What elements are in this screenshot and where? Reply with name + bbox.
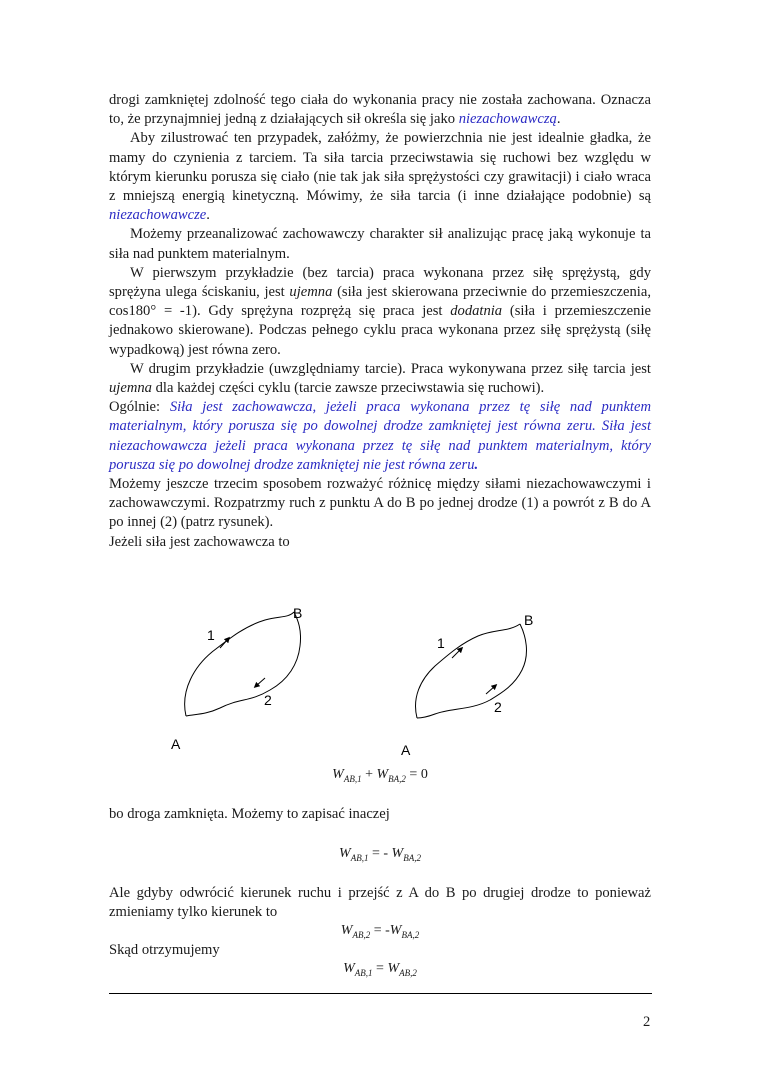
definition-text: Siła jest zachowawcza, jeżeli praca wykonana przez tę siłę nad punktem materialnym, który porusza się po dowolnej drodze zamkniętej jest równa zeru. Siła jest niezachowawcza jeżeli praca wykonana przez tę siłę nad punktem materialnym, który porusza się po dowolnej drodze zamkniętej nie jest równa zeru — [109, 399, 651, 473]
text-run: W pierwszym przykładzie (bez tarcia) praca wykonana przez siłę sprężystą, gdy sprężyna ulega ściskaniu, jest — [109, 264, 651, 301]
paragraph: Ale gdyby odwrócić kierunek ruchu i przejść z A do B po drugiej drodze to ponieważ zmieniamy tylko kierunek to — [109, 885, 651, 921]
path-1-curve — [416, 624, 520, 718]
term-dodatnia: dodatnia — [450, 303, 503, 320]
equation-4: $W_{AB,1} = W_{AB,2}$ — [343, 961, 417, 978]
paragraph: Skąd otrzymujemy — [109, 942, 220, 958]
path-diagram — [150, 598, 570, 763]
text-run: drogi zamkniętej zdolność tego ciała do wykonania pracy nie została zachowana. Oznacza to, że przynajmniej jedną z działających sił określa się jako — [109, 92, 651, 128]
term-ujemna: ujemna — [289, 284, 333, 301]
term-niezachowawcze: niezachowawcze — [109, 207, 207, 224]
arrow-1 — [220, 639, 228, 648]
equation-2: $W_{AB,1}$ = - $W_{BA,2}$ — [339, 846, 421, 863]
text-run: . — [206, 207, 210, 224]
diagram-right — [416, 624, 527, 718]
term-niezachowawcza: niezachowawczą — [458, 111, 557, 128]
text-run: . — [474, 456, 479, 473]
path-1-curve — [185, 612, 294, 716]
paragraph: Możemy przeanalizować zachowawczy charakter sił analizując pracę jaką wykonuje ta siła nad punktem materialnym. — [109, 226, 651, 262]
label-B: B — [524, 612, 534, 628]
paragraph — [109, 129, 651, 225]
paragraph: bo droga zamknięta. Możemy to zapisać inaczej — [109, 806, 390, 822]
label-B: B — [293, 605, 303, 621]
equation-1: $W_{AB,1} + W_{BA,2} = 0$ — [332, 767, 428, 784]
path-2-curve — [186, 612, 301, 716]
text-run: Ogólnie: — [109, 399, 170, 416]
label-path-2: 2 — [264, 692, 272, 708]
body-text — [109, 91, 651, 552]
paragraph: Jeżeli siła jest zachowawcza to — [109, 533, 290, 550]
label-path-2: 2 — [494, 699, 502, 715]
page-number: 2 — [643, 1014, 651, 1030]
diagram-left — [185, 612, 301, 716]
text-run: (siła i przemieszczenie jednakowo skierowane). Podczas pełnego cyklu praca wykonana przez siłę sprężystą (siłę wypadkową) jest równa zero. — [109, 303, 651, 358]
paragraph: Możemy jeszcze trzecim sposobem rozważyć różnicę między siłami niezachowawczymi i zachowawczymi. Rozpatrzmy ruch z punktu A do B po jednej drodze (1) a powrót z B do A po innej (2) (patrz rysunek). — [109, 476, 651, 531]
paragraph — [109, 91, 651, 129]
arrow-2 — [256, 678, 265, 686]
term-ujemna: ujemna — [109, 380, 152, 397]
definition-paragraph — [109, 398, 651, 475]
text-run: Aby zilustrować ten przypadek, załóżmy, że powierzchnia nie jest idealnie gładka, że mamy do czynienia z tarciem. Ta siła tarcia przeciwstawia się ruchowi bez względu w którym kierunku porusza się ciało (nie tak jak siła sprężystości czy grawitacji) i ciało wraca z mniejszą energią kinetyczną. Mówimy, że siła tarcia (i inne działające podobnie) są — [109, 130, 651, 205]
label-A: A — [401, 742, 411, 758]
label-A: A — [171, 736, 181, 752]
arrow-2 — [486, 686, 495, 694]
path-2-curve — [417, 624, 526, 718]
label-path-1: 1 — [207, 627, 215, 643]
paragraph — [109, 360, 651, 398]
paragraph — [109, 264, 651, 360]
label-path-1: 1 — [437, 635, 445, 651]
text-run: W drugim przykładzie (uwzględniamy tarcie). Praca wykonywana przez siłę tarcia jest — [130, 360, 651, 377]
footer-divider — [109, 993, 652, 994]
equation-3: $W_{AB,2} = -W_{BA,2}$ — [340, 923, 420, 940]
text-run: dla każdej części cyklu (tarcie zawsze przeciwstawia się ruchowi). — [151, 380, 545, 397]
text-run: (siła jest skierowana przeciwnie do przemieszczenia, cos180° = -1). Gdy sprężyna rozprężą się praca jest — [109, 284, 651, 320]
text-run: . — [556, 111, 561, 128]
